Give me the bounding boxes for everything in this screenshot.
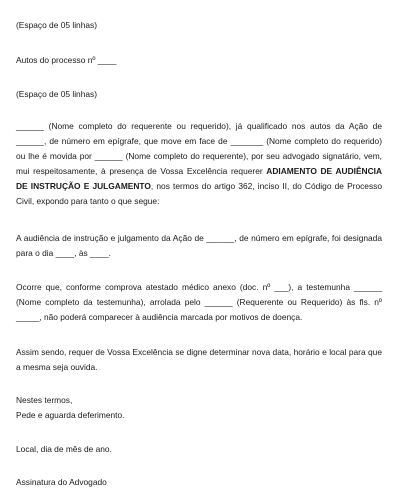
closing-line-1: Nestes termos, [16,395,73,405]
header-space-note-2: (Espaço de 05 linhas) [16,89,98,99]
place-date-line: Local, dia de mês de ano. [16,444,112,454]
header-space-note-1: (Espaço de 05 linhas) [16,20,98,30]
request-title-bold: ADIAMENTO DE AUDIÊNCIA DE INSTRUÇÃO E JULGAMENTO [16,166,382,191]
hearing-paragraph: A audiência de instrução e julgamento da Ação de ______, de número em epígrafe, foi designada para o dia ____, às ____. [16,233,382,258]
closing-line-2: Pede e aguarda deferimento. [16,410,125,420]
intro-text-start: ______ (Nome completo do requerente ou requerido), já qualificado nos autos da Ação de ______, de número em epígrafe, que move em face de _______ (Nome completo do requerido) ou lhe é movida por ______ (Nome completo do requerente), por seu advogado signatário, vem, mui respeitosamente, à presença de Vossa Excelência requerer [16,121,382,176]
intro-paragraph [16,119,382,209]
occurrence-paragraph: Ocorre que, conforme comprova atestado médico anexo (doc. nº ___), a testemunha ______ (Nome completo da testemunha), arrolada pelo ______ (Requerente ou Requerido) às fls. nº _____, não poderá comparecer à audiência marcada por motivos de doença. [16,282,382,322]
closing-block [16,393,382,423]
case-number-line: Autos do processo nº ____ [16,55,117,65]
request-paragraph: Assim sendo, requer de Vossa Excelência se digne determinar nova data, horário e local para que a mesma seja ouvida. [16,347,382,372]
signature-line: Assinatura do Advogado [16,477,107,487]
intro-text-end: , nos termos do artigo 362, inciso II, do Código de Processo Civil, expondo para tanto o que segue: [16,181,382,206]
